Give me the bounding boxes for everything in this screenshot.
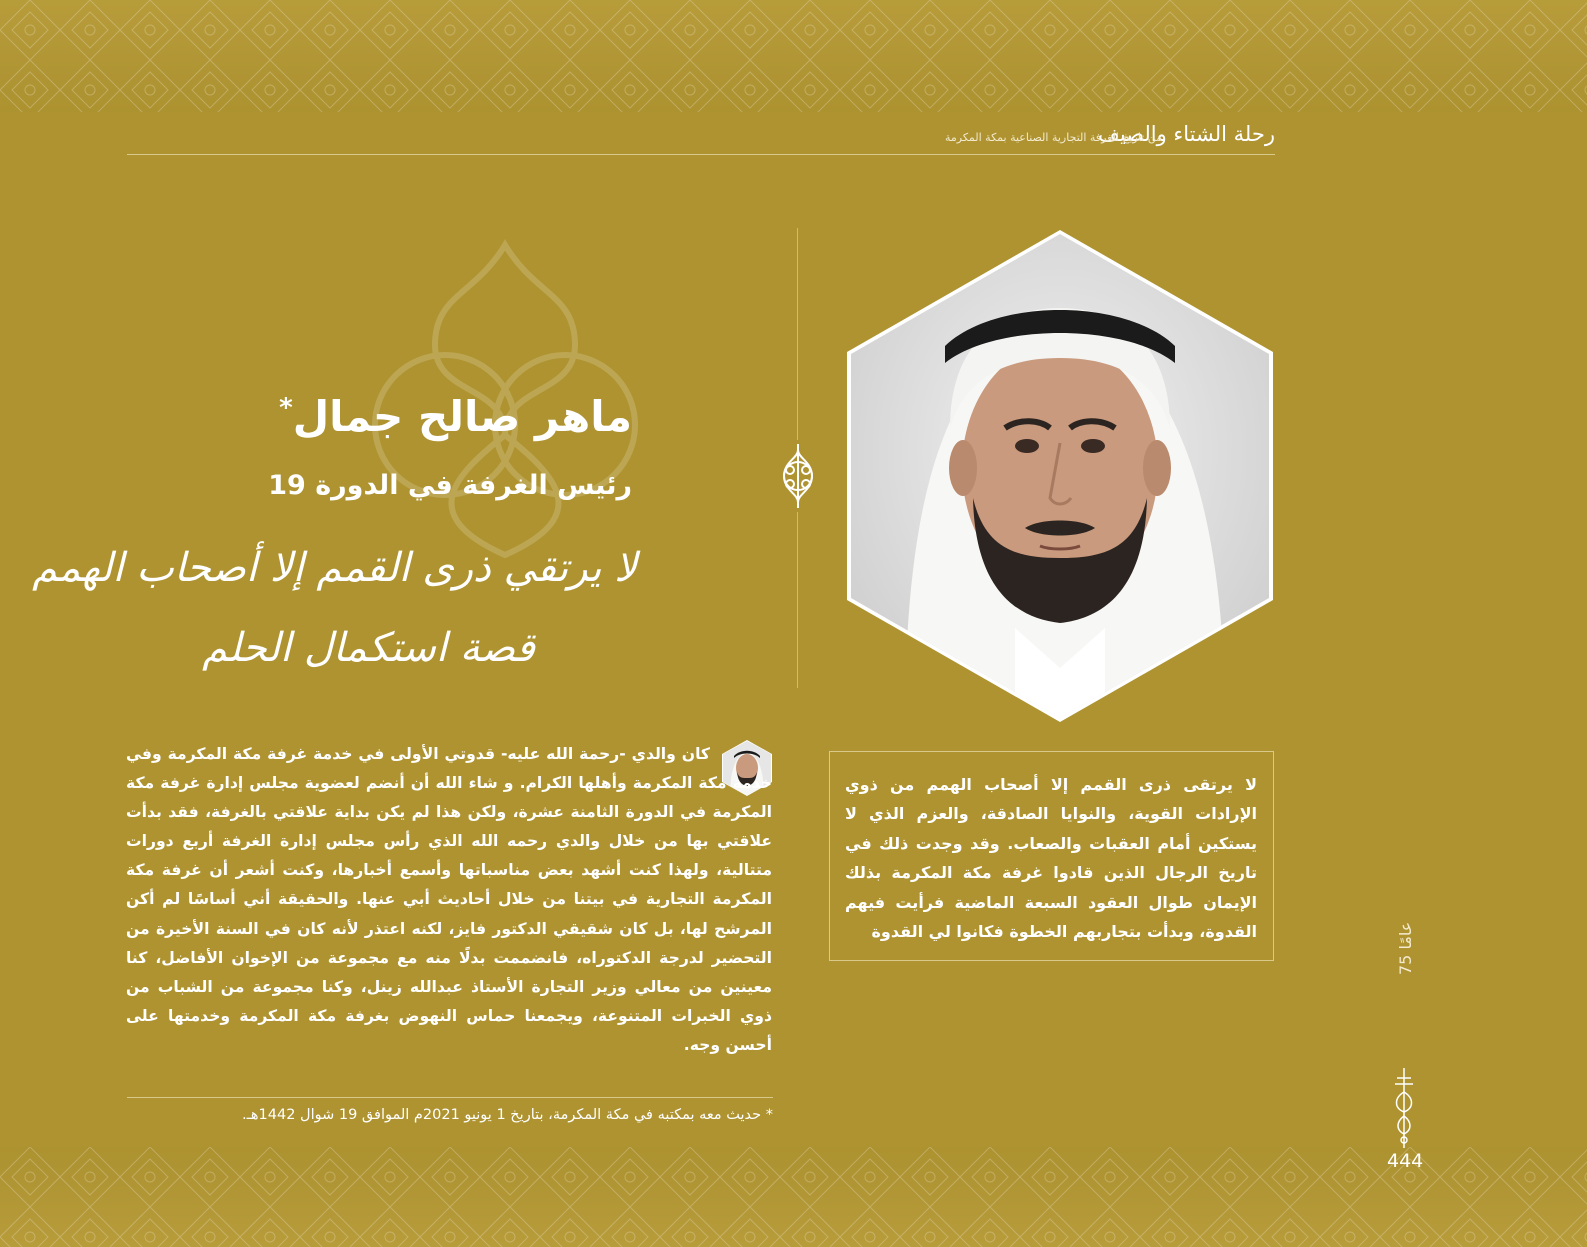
geometric-pattern: [0, 0, 1587, 112]
footnote-rule: [127, 1097, 773, 1098]
header-rule: [127, 154, 1275, 155]
footnote-mark: *: [279, 393, 293, 423]
portrait-photo: [845, 228, 1275, 724]
page-number: 444: [1387, 1150, 1424, 1172]
person-name: ماهر صالح جمال*: [279, 392, 632, 441]
vertical-ornament-icon: [1389, 1068, 1419, 1148]
calligraphy-subheadline: قصة استكمال الحلم: [202, 625, 535, 671]
geometric-pattern: [0, 1147, 1587, 1247]
book-subtitle: من تاريخ الغرفة التجارية الصناعية بمكة المكرمة: [944, 131, 1162, 144]
arabesque-ornament-icon: [770, 440, 826, 512]
body-paragraph: كان والدي -رحمة الله عليه- قدوتي الأولى في خدمة غرفة مكة المكرمة وفي خدمة مكة المكرمة وأهلها الكرام. و شاء الله أن أنضم لعضوية مجلس إدارة غرفة مكة المكرمة في الدورة الثامنة عشرة، ولكن هذا لم يكن بداية علاقتي بالغرفة، فقد بدأت علاقتي بها من خلال والدي رحمه الله الذي رأس مجلس إدارة الغرفة أربع دورات متتالية، ولهذا كنت أشهد بعض مناسباتها وأسمع أخبارها، وكنت أشعر أن غرفة مكة المكرمة التجارية في بيتنا من خلال أحاديث أبي عنها. والحقيقة أني أساسًا لم أكن المرشح لها، بل كان شقيقي الدكتور فايز، لكنه اعتذر لأنه كان في السنة الأخيرة من التحضير لدرجة الدكتوراه، فانضممت بدلًا منه مع مجموعة من الإخوان الأفاضل، كنا معينين من معالي وزير التجارة الأستاذ عبدالله زينل، وكنا مجموعة من الشباب من ذوي الخبرات المتنوعة، ويجمعنا حماس النهوض بغرفة مكة المكرمة وخدمتها على أحسن وجه.: [126, 745, 772, 1054]
top-pattern-band: [0, 0, 1587, 112]
bottom-pattern-band: [0, 1147, 1587, 1247]
calligraphy-headline: لا يرتقي ذرى القمم إلا أصحاب الهمم: [32, 545, 637, 591]
book-title: رحلة الشتاء والصيف: [1098, 122, 1275, 146]
quote-text: لا يرتقى ذرى القمم إلا أصحاب الهمم من ذوي الإرادات القوية، والنوايا الصادقة، والعزم الذي لا يستكين أمام العقبات والصعاب. وقد وجدت ذلك في تاريخ الرجال الذين قادوا غرفة مكة المكرمة بذلك الإيمان طوال العقود السبعة الماضية فرأيت فيهم القدوة، وبدأت بتجاربهم الخطوة فكانوا لي القدوة: [845, 775, 1257, 942]
footnote: * حديث معه بمكتبه في مكة المكرمة، بتاريخ 1 يونيو 2021م الموافق 19 شوال 1442هـ.: [242, 1107, 773, 1123]
person-role: رئيس الغرفة في الدورة 19: [268, 470, 632, 501]
side-label: 75 عامًا: [1396, 921, 1415, 975]
